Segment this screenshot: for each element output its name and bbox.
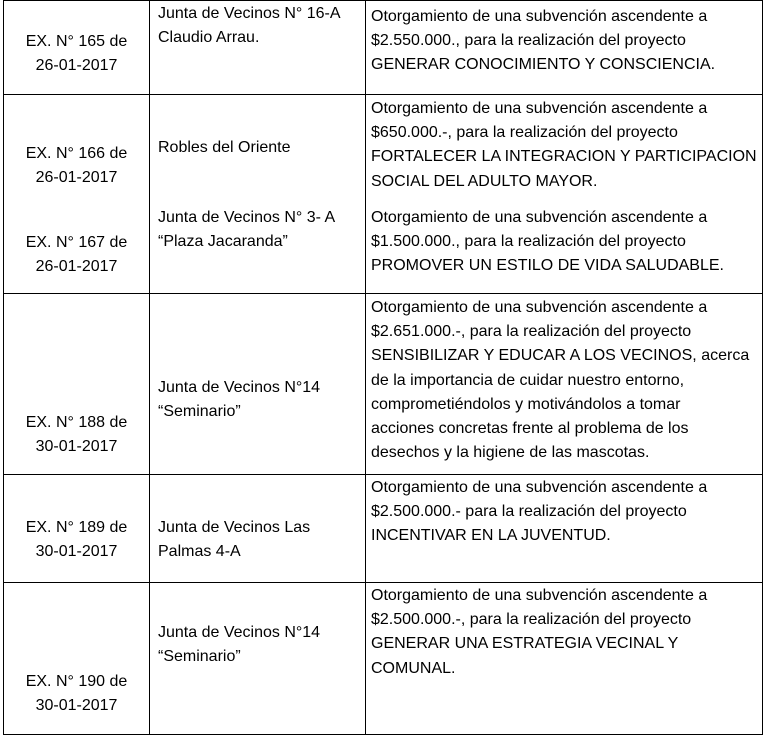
- organization-cell: [150, 583, 366, 735]
- expediente: [4, 516, 149, 564]
- table-row: [4, 95, 763, 294]
- expediente-date: 30-01-2017: [35, 543, 118, 561]
- organization-name: Junta de Vecinos N°14 “Seminario”: [158, 624, 321, 666]
- expediente-cell: [4, 583, 150, 735]
- expediente-cell: [4, 475, 150, 583]
- project-description: Otorgamiento de una subvención ascendente a $2.500.000.-, para la realización del proyecto GENERAR UNA ESTRATEGIA VECINAL Y COMUNAL.: [371, 587, 708, 677]
- project-description: Otorgamiento de una subvención ascendente a $2.651.000.-, para la realización del proyecto SENSIBILIZAR Y EDUCAR A LOS VECINOS, acerca de la importancia de cuidar nuestro entorno, comprometiéndolos y motivándolos a tomar acciones concretas frente al problema de los desechos y la higiene de las mascotas.: [371, 299, 750, 462]
- subsidies-table: [3, 0, 763, 735]
- expediente-number: EX. N° 190 de: [25, 673, 128, 690]
- table-row: [4, 1, 763, 95]
- description-cell: [366, 294, 763, 475]
- table-row: [4, 583, 763, 735]
- organization-name: Junta de Vecinos N° 3- A “Plaza Jacaranda”: [158, 209, 336, 251]
- project-description: Otorgamiento de una subvención ascendente a $2.550.000., para la realización del proyecto GENERAR CONOCIMIENTO Y CONSCIENCIA.: [371, 8, 716, 74]
- expediente: [4, 231, 149, 279]
- organization-cell: [150, 475, 366, 583]
- description-cell: [366, 95, 763, 294]
- expediente-cell: [4, 294, 150, 475]
- organization-name: Junta de Vecinos Las Palmas 4-A: [158, 519, 311, 561]
- organization-name: Junta de Vecinos N° 16-A Claudio Arrau.: [158, 5, 341, 47]
- expediente-number: EX. N° 166 de: [25, 145, 128, 162]
- description-cell: [366, 1, 763, 95]
- organization-cell: [150, 1, 366, 95]
- expediente: [4, 670, 149, 718]
- table-row: [4, 475, 763, 583]
- organization-cell: [150, 95, 366, 294]
- project-description: Otorgamiento de una subvención ascendente a $2.500.000.- para la realización del proyecto INCENTIVAR EN LA JUVENTUD.: [371, 479, 708, 545]
- expediente-date: 30-01-2017: [35, 697, 118, 715]
- expediente-number: EX. N° 188 de: [25, 414, 128, 431]
- description-cell: [366, 475, 763, 583]
- expediente: [4, 411, 149, 459]
- expediente-date: 26-01-2017: [35, 169, 118, 187]
- expediente: [4, 30, 149, 78]
- expediente-cell: [4, 1, 150, 95]
- description-cell: [366, 583, 763, 735]
- organization-name: Junta de Vecinos N°14 “Seminario”: [158, 379, 321, 421]
- table-row: [4, 294, 763, 475]
- project-description: Otorgamiento de una subvención ascendente a $1.500.000., para la realización del proyecto PROMOVER UN ESTILO DE VIDA SALUDABLE.: [371, 209, 724, 275]
- expediente-date: 26-01-2017: [35, 258, 118, 276]
- expediente-number: EX. N° 189 de: [25, 519, 128, 536]
- expediente-number: EX. N° 165 de: [25, 33, 128, 50]
- expediente-date: 30-01-2017: [35, 438, 118, 456]
- organization-cell: [150, 294, 366, 475]
- expediente-number: EX. N° 167 de: [25, 234, 128, 251]
- expediente: [4, 142, 149, 190]
- expediente-date: 26-01-2017: [35, 57, 118, 75]
- project-description: Otorgamiento de una subvención ascendente a $650.000.-, para la realización del proyecto FORTALECER LA INTEGRACION Y PARTICIPACION SOCIAL DEL ADULTO MAYOR.: [371, 100, 757, 190]
- organization-name: Robles del Oriente: [158, 139, 291, 156]
- expediente-cell: [4, 95, 150, 294]
